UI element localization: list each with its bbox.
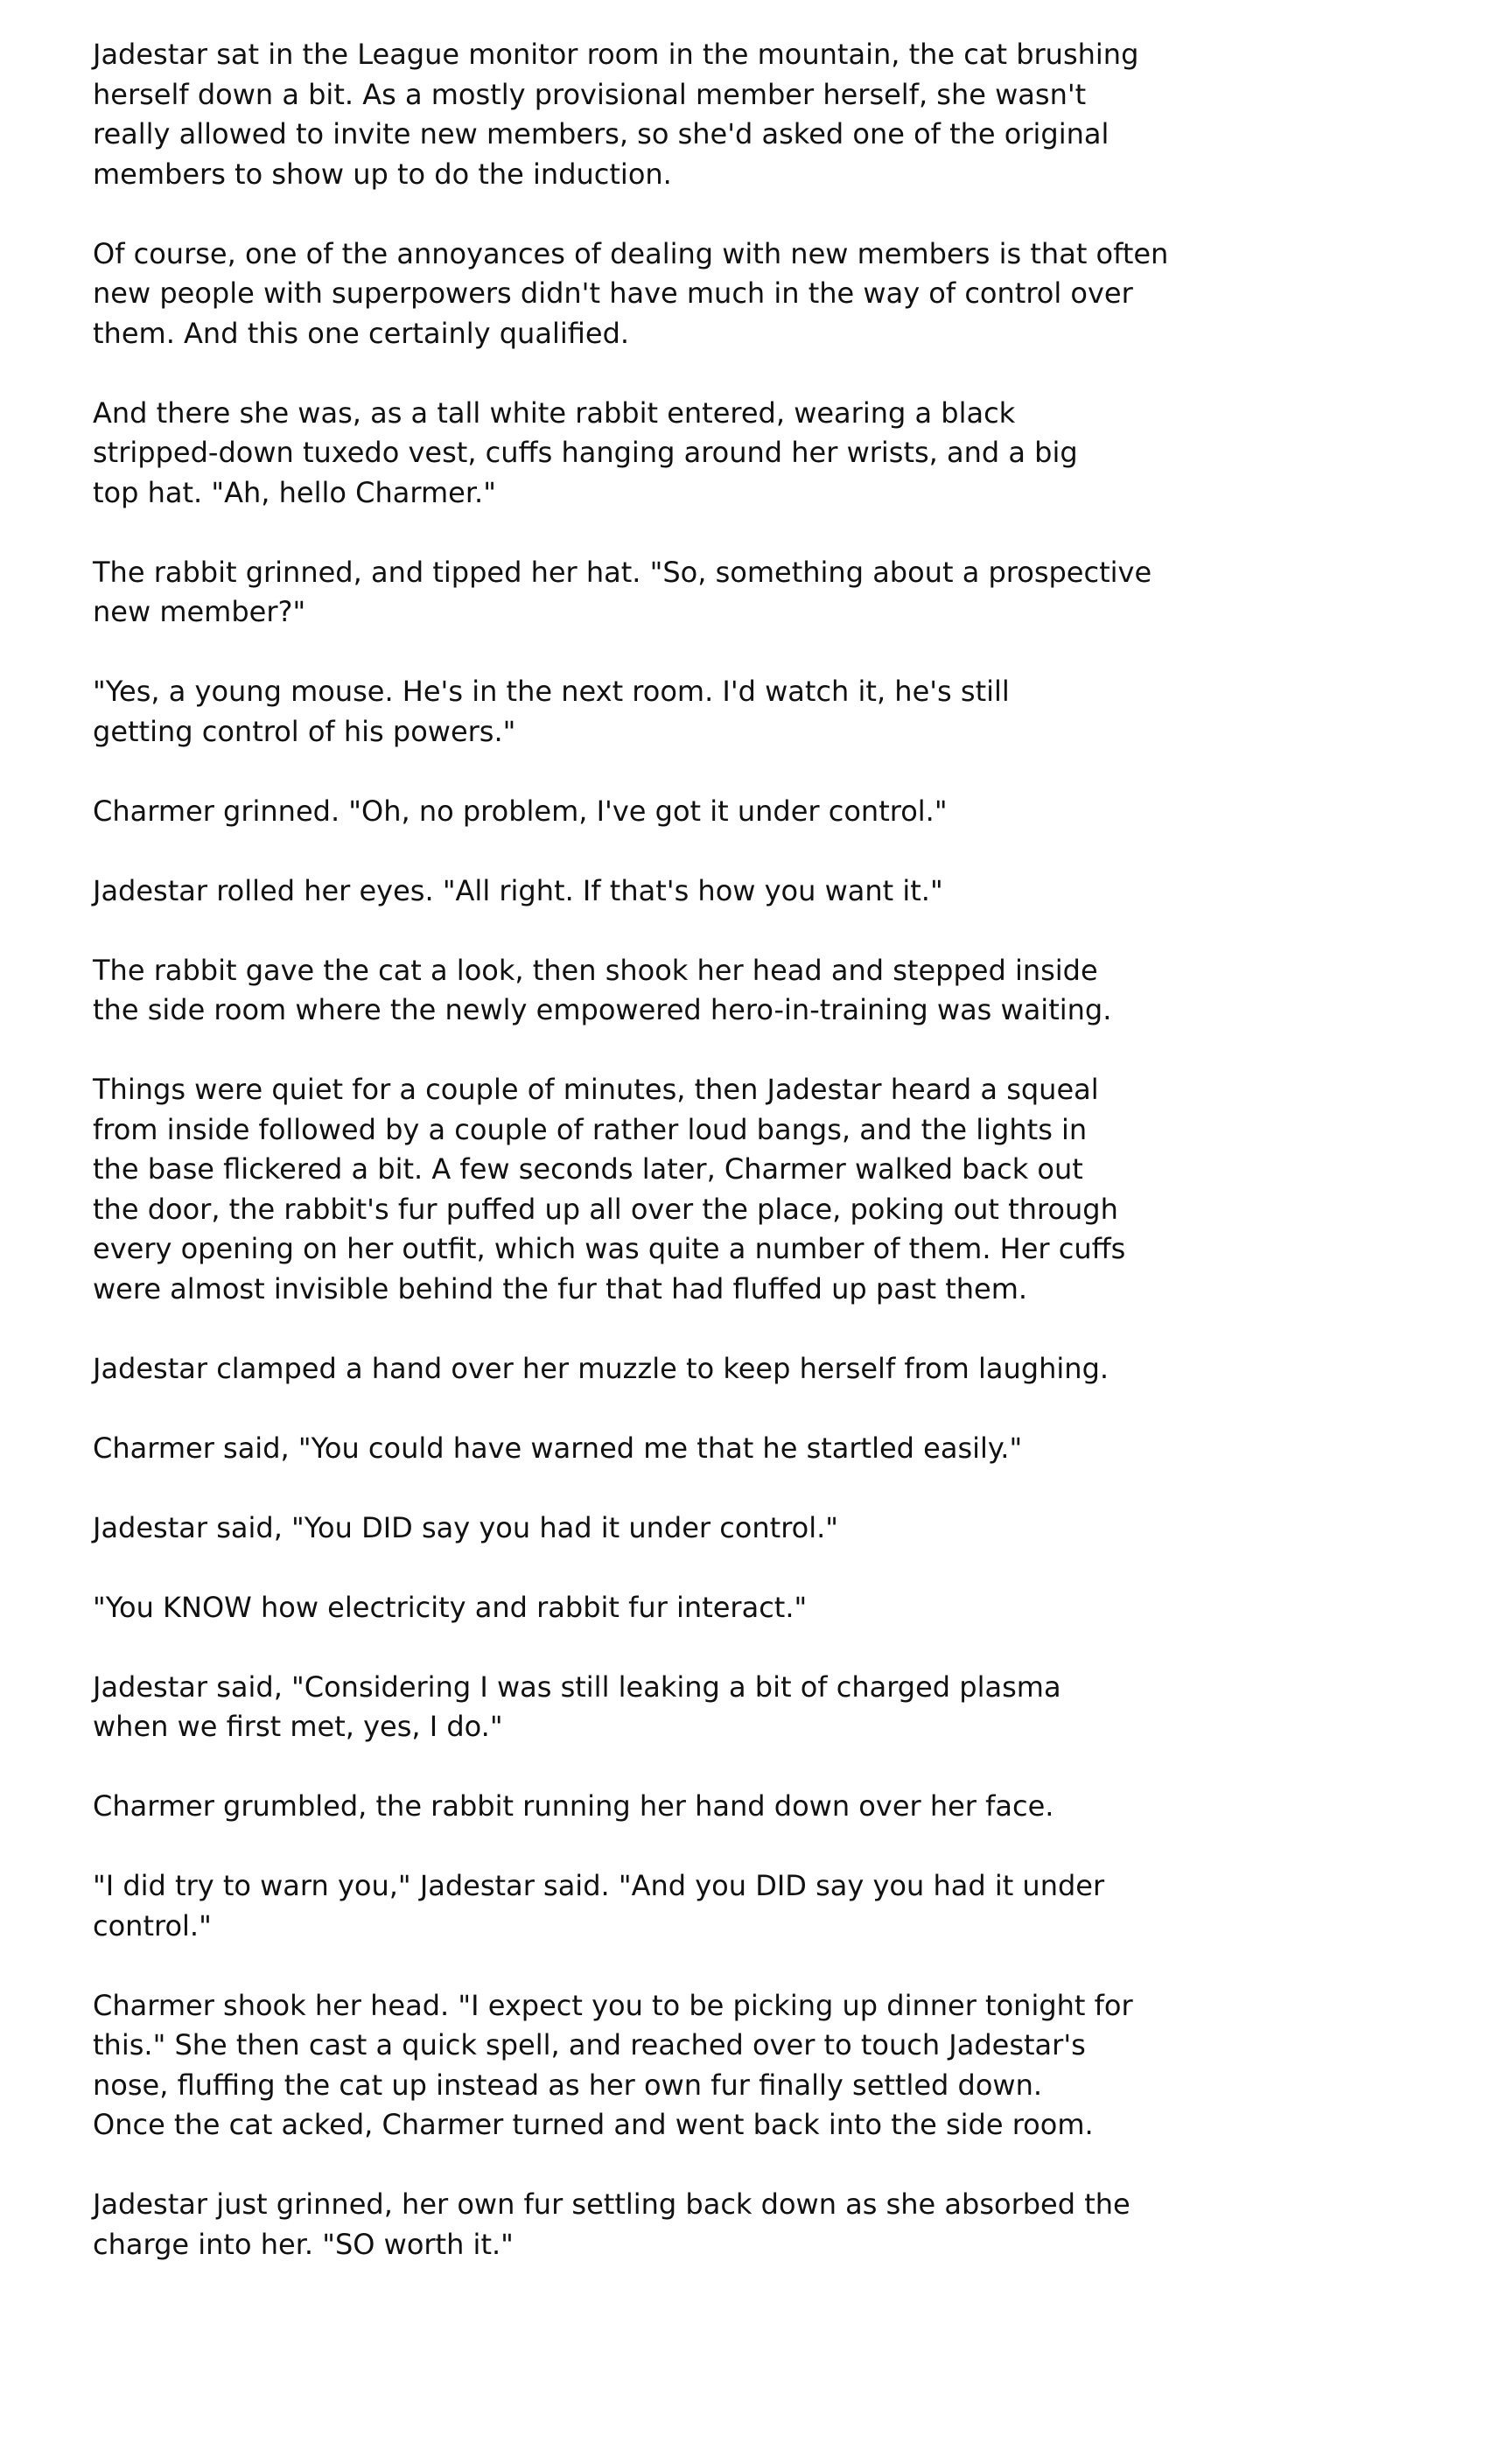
paragraph-4: The rabbit grinned, and tipped her hat. "So, something about a prospective new member?" xyxy=(93,555,1152,628)
paragraph-14: Jadestar said, "Considering I was still leaking a bit of charged plasma when we first met, yes, I do." xyxy=(93,1670,1061,1743)
paragraph-2: Of course, one of the annoyances of dealing with new members is that often new people with superpowers didn't have much in the way of control over them. And this one certainly qualified. xyxy=(93,236,1169,350)
paragraph-13: "You KNOW how electricity and rabbit fur interact." xyxy=(93,1590,808,1624)
paragraph-7: Jadestar rolled her eyes. "All right. If that's how you want it." xyxy=(93,873,943,907)
paragraph-9: Things were quiet for a couple of minutes, then Jadestar heard a squeal from inside followed by a couple of rather loud bangs, and the lights in the base flickered a bit. A few seconds later, Charmer walked back out the door, the rabbit's fur puffed up all over the place, poking out through every opening on her outfit, which was quite a number of them. Her cuffs were almost invisible behind the fur that had fluffed up past them. xyxy=(93,1073,1126,1306)
paragraph-18: Jadestar just grinned, her own fur settling back down as she absorbed the charge into her. "SO worth it." xyxy=(93,2188,1130,2261)
paragraph-15: Charmer grumbled, the rabbit running her hand down over her face. xyxy=(93,1789,1054,1823)
paragraph-10: Jadestar clamped a hand over her muzzle to keep herself from laughing. xyxy=(93,1351,1110,1385)
paragraph-16: "I did try to warn you," Jadestar said. "And you DID say you had it under control." xyxy=(93,1869,1105,1942)
paragraph-8: The rabbit gave the cat a look, then shook her head and stepped inside the side room where the newly empowered hero-in-training was waiting. xyxy=(93,953,1112,1026)
paragraph-17: Charmer shook her head. "I expect you to be picking up dinner tonight for this." She then cast a quick spell, and reached over to touch Jadestar's nose, fluffing the cat up instead as her own fur finally settled down. Once the cat acked, Charmer turned and went back into the side room. xyxy=(93,1988,1133,2141)
paragraph-12: Jadestar said, "You DID say you had it under control." xyxy=(93,1510,839,1544)
story-text xyxy=(93,35,1230,2305)
paragraph-6: Charmer grinned. "Oh, no problem, I've got it under control." xyxy=(93,794,948,828)
paragraph-11: Charmer said, "You could have warned me that he startled easily." xyxy=(93,1431,1023,1465)
paragraph-5: "Yes, a young mouse. He's in the next room. I'd watch it, he's still getting control of his powers." xyxy=(93,675,1010,748)
paragraph-3: And there she was, as a tall white rabbit entered, wearing a black stripped-down tuxedo vest, cuffs hanging around her wrists, and a big top hat. "Ah, hello Charmer." xyxy=(93,396,1078,509)
paragraph-1: Jadestar sat in the League monitor room in the mountain, the cat brushing herself down a bit. As a mostly provisional member herself, she wasn't really allowed to invite new members, so she'd asked one of the original members to show up to do the induction. xyxy=(93,38,1139,191)
